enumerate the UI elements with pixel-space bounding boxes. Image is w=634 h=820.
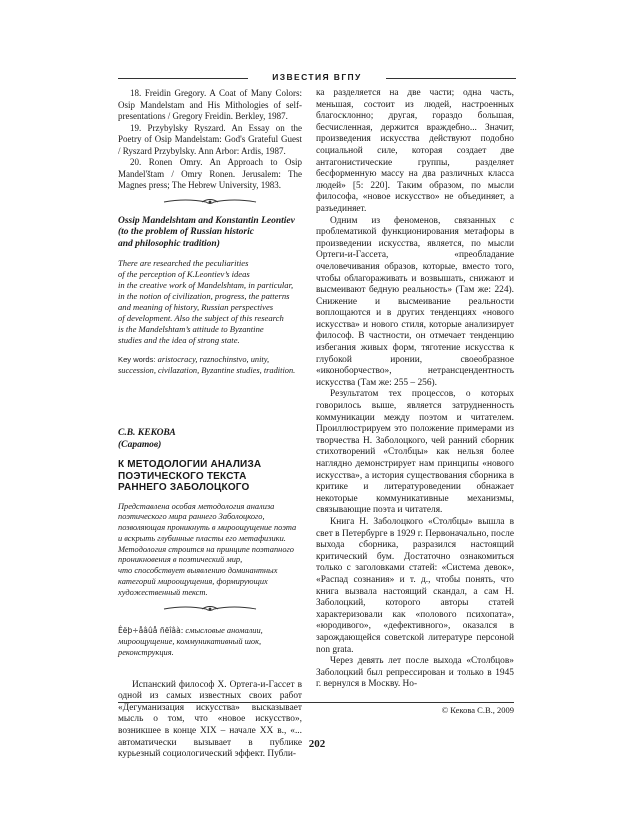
keywords-label: Key words:: [118, 355, 156, 364]
ornament-icon: [162, 603, 258, 615]
left-column: [118, 88, 302, 761]
abstract-line: художественный текст.: [118, 587, 208, 597]
english-keywords: [118, 354, 302, 376]
abstract-line: поэтического мира раннего Заболоцкого,: [118, 512, 265, 522]
header-rule-right: [386, 78, 516, 79]
article-title-line: К МЕТОДОЛОГИИ АНАЛИЗА: [118, 459, 262, 470]
reference-18: 18. Freidin Gregory. A Coat of Many Colors: Osip Mandelstam and His Mithologies of self-presentations / Gregory Freidin. Berkley, 1987.: [118, 88, 302, 121]
ornament-icon: [162, 196, 258, 208]
abstract-line: of development. Also the subject of this research: [118, 313, 284, 323]
abstract-line: is the Mandelshtam’s attitude to Byzantine: [118, 324, 264, 334]
body-paragraph: Книга Н. Заболоцкого «Столбцы» вышла в свет в Петербурге в 1929 г. Первоначально, после выхода сборника, разразился настоящий критический бум. Достаточно ознакомиться только с заголовками статей: «Система девок», «Распад сознания» и т. д., чтобы понять, что книга вызвала настоящий скандал, а сам Н. Заболоцкий, которого авторы статей характеризовали как «полового психопата», «юродивого», «дефективного», оказался в зарождающейся советской литературе персоной non grata.: [316, 516, 514, 655]
abstract-line: studies and the idea of strong state.: [118, 335, 240, 345]
article-title-line: ПОЭТИЧЕСКОГО ТЕКСТА: [118, 470, 247, 482]
reference-20: 20. Ronen Omry. An Approach to Osip Mandel'štam / Omry Ronen. Jerusalem: The Magnes press; The Hebrew University, 1983.: [118, 157, 302, 190]
article-title: [118, 459, 302, 494]
right-column: [316, 88, 514, 691]
abstract-line: и вскрыть глубинные пласты его метафизики.: [118, 533, 286, 543]
page-number: 202: [308, 738, 326, 750]
abstract-line: There are researched the peculiarities: [118, 258, 249, 268]
english-title-line: (to the problem of Russian historic: [118, 227, 254, 237]
journal-title: ИЗВЕСТИЯ ВГПУ: [272, 72, 362, 82]
english-title-line: Ossip Mandelshtam and Konstantin Leontiev: [118, 215, 295, 226]
abstract-line: Методология строится на принципе поэтапного: [118, 544, 294, 554]
running-header: [118, 72, 516, 84]
russian-keywords: [118, 625, 302, 658]
russian-abstract: [118, 502, 302, 599]
footer-rule: [118, 702, 514, 703]
ornament-divider: [118, 603, 302, 617]
abstract-line: что способствует выявлению доминантных: [118, 566, 278, 576]
body-paragraph: ка разделяется на две части; одна часть, меньшая, состоит из людей, настроенных благосклонно; другая, гораздо большая, бесчисленная, держится враждебно... Значит, произведения искусства действуют подобно социальной силе, которая создает две антагонистические группы, разделяет бесформенную массу на два различных класса людей» [5: 220]. Таким образом, по мысли философа, «новое искусство» не объединяет, а разъединяет.: [316, 88, 514, 214]
author-city: (Саратов): [118, 439, 162, 450]
article-title-line: РАННЕГО ЗАБОЛОЦКОГО: [118, 482, 250, 493]
body-paragraph: Через девять лет после выхода «Столбцов» Заболоцкий был репрессирован и только в 1945 г. вернулся в Москву. Но-: [316, 656, 514, 690]
abstract-line: категорий мироощущения, формирующих: [118, 577, 268, 587]
abstract-line: of the perception of K.Leontiev’s ideas: [118, 269, 250, 279]
keywords-label: Êëþ÷åâûå ñëîâà:: [118, 625, 184, 635]
abstract-line: and meaning of history, Russian perspectives: [118, 302, 274, 312]
keywords-text: смысловые аномалии, мироощущение, коммуникативный шок, реконструкция.: [118, 625, 263, 657]
body-paragraph: Результатом тех процессов, о которых говорилось выше, является затрудненность коммуникации между поэтом и читателем. Проиллюстрируем это положение примерами из творчества Н. Заболоцкого, чей ранний сборник стихотворений «Столбцы» как нельзя более наглядно демонстрирует нам принципы «нового искусства», а история существования сборника в критике и литературоведении обнажает некоторые коммуникативные механизмы, связывающие поэта и читателя.: [316, 389, 514, 516]
reference-19: 19. Przybylsky Ryszard. An Essay on the Poetry of Osip Mandelstam: God's Grateful Guest / Ryszard Przybylsky. Ann Arbor: Ardis, 1987.: [118, 122, 302, 156]
english-title-line: and philosophic tradition): [118, 238, 220, 249]
english-title: [118, 216, 302, 251]
english-abstract: [118, 258, 302, 346]
abstract-line: проникновения в поэтический мир,: [118, 555, 243, 565]
ornament-divider: [118, 196, 302, 210]
abstract-line: in the creative work of Mandelshtam, in particular,: [118, 280, 294, 290]
body-paragraph: Одним из феноменов, связанных с проблематикой функционирования метафоры в произведении искусства, является, по мысли Ортеги-и-Гассета, «преобладание очеловечивания образов, которые, вместо того, чтобы облагораживать и возвышать, снижают и высмеивают бедную реальность» (Там же: 224). Снижение и высмеивание реальности воплощаются и в других тенденциях «нового искусства» и нового стиля, которые анализирует философ. В частности, он отмечает тенденцию избегания живых форм, тяготение искусства к глубокой иронии, своеобразное «иконоборчество», нетрансцендентность искусства (Там же: 255 – 256).: [316, 215, 514, 388]
copyright-notice: © Кекова С.В., 2009: [441, 705, 514, 715]
abstract-line: позволяющая проникнуть в мироощущение поэта: [118, 523, 297, 533]
abstract-line: Представлена особая методология анализа: [118, 501, 275, 511]
abstract-line: in the notion of civilization, progress, the patterns: [118, 291, 290, 301]
author-name: С.В. КЕКОВА: [118, 428, 176, 438]
body-paragraph: Испанский философ Х. Ортега-и-Гассет в одной из самых известных своих работ «Дегуманизация искусства» высказывает мысль о том, что «новое искусство», возникшее в конце XIX – начале XX в., «... автоматически вызывает в публике курьезный социологический эффект. Публи-: [118, 679, 302, 760]
keywords-text: aristocracy, raznochinstvo, unity, succession, civilazation, Byzantine studies, tradition.: [118, 355, 296, 375]
